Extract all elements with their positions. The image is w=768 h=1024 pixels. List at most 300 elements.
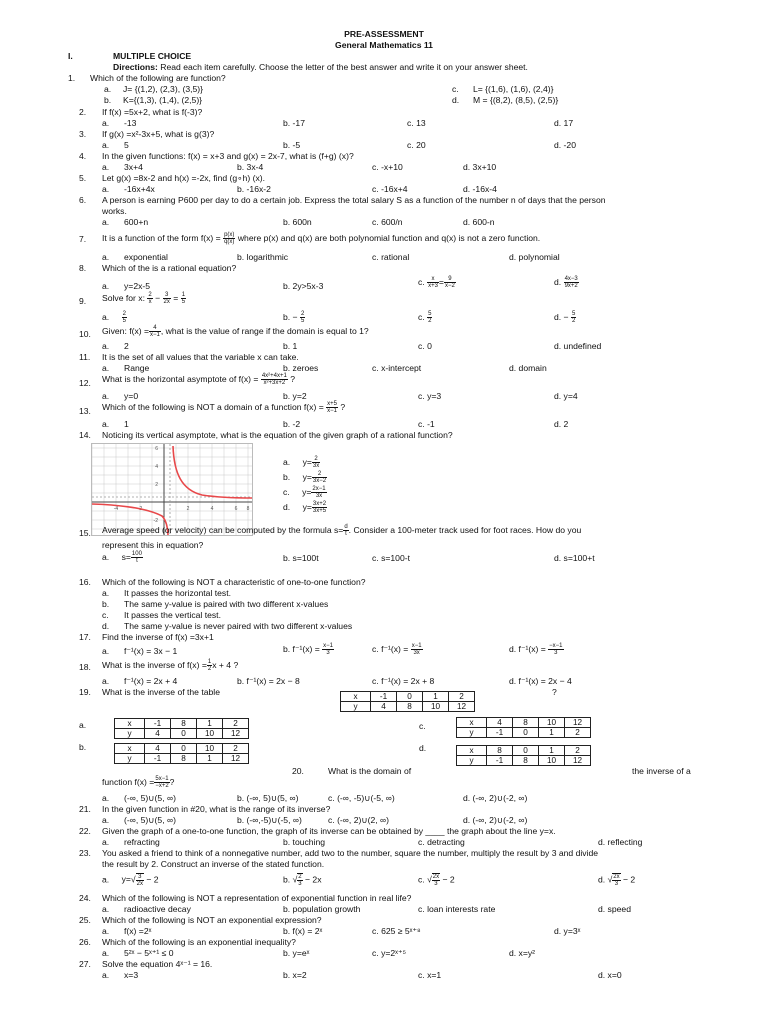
q19-a-table-cell: y <box>115 729 145 739</box>
rational-function-graph <box>91 443 253 536</box>
q9-number: 9. <box>79 296 87 306</box>
q14-b-frac <box>312 471 327 484</box>
q6-text: A person is earning P600 per day to do a certain job. Express the total salary S as a function of the number n of days that the person <box>102 195 606 205</box>
q6-a-letter: a. <box>102 217 110 227</box>
q15-a-prefix: s= <box>121 551 131 562</box>
q8-text: Which of the is a rational equation? <box>102 263 237 273</box>
q26-text: Which of the following is an exponential inequality? <box>102 937 296 947</box>
q22-a-text: refracting <box>124 837 160 847</box>
q14-b-letter: b. <box>283 471 291 482</box>
q19-c-table-cell: x <box>457 718 487 728</box>
q11-number: 11. <box>79 352 91 362</box>
q13-number: 13. <box>79 406 91 416</box>
q19-b-table-cell: 0 <box>171 744 197 754</box>
q4-d: d. 3x+10 <box>463 162 497 172</box>
q15-frac-den: t <box>345 531 347 537</box>
q25-a-text: f(x) =2ˣ <box>124 926 152 936</box>
q19-table-cell: x <box>341 692 371 702</box>
q19-d-table-cell: 10 <box>539 756 565 766</box>
q19-c-table-cell: y <box>457 728 487 738</box>
q19-table-cell: 8 <box>397 702 423 712</box>
q15-text <box>102 524 581 537</box>
q3-a-text: 5 <box>124 140 129 150</box>
y-tick-label: 4 <box>155 464 158 470</box>
q9-a-frac-num: 2 <box>122 311 126 317</box>
q27-number: 27. <box>79 959 91 969</box>
q17-d-prefix: d. f⁻¹(x) = <box>509 643 546 654</box>
q21-a-letter: a. <box>102 815 110 825</box>
x-tick-label: 2 <box>186 506 190 512</box>
q16-text: Which of the following is NOT a characteristic of one-to-one function? <box>102 577 366 587</box>
q13-text-post: ? <box>340 401 346 412</box>
q19-c-letter: c. <box>419 721 426 731</box>
q14-a-prefix: y= <box>302 456 312 467</box>
q13-c: c. -1 <box>418 419 435 429</box>
q21-c: c. (-∞, 2)∪(2, ∞) <box>328 815 390 825</box>
q17-c-frac-den: 3x <box>413 650 420 656</box>
q11-a-text: Range <box>124 363 150 373</box>
q3-c: c. 20 <box>407 140 426 150</box>
q12-a-letter: a. <box>102 391 110 401</box>
q23-a <box>102 873 159 887</box>
x-tick-label: 8 <box>246 506 250 512</box>
q14-b-frac-num: 2 <box>312 471 327 478</box>
q22-text: Given the graph of a one-to-one function, the graph of its inverse can be obtained by ____ the graph about the line y=x. <box>102 826 556 836</box>
q27-c: c. x=1 <box>418 970 442 980</box>
q8-a-letter: a. <box>102 281 110 291</box>
q24-text: Which of the following is NOT a representation of exponential function in real life? <box>102 893 412 903</box>
q3-a-letter: a. <box>102 140 110 150</box>
q17-b-frac <box>322 643 334 656</box>
q7-a-letter: a. <box>102 252 110 262</box>
q23-b-frac-num: 2 <box>298 874 302 880</box>
q20-d: d. (-∞, 2)∪(-2, ∞) <box>463 793 528 803</box>
q22-number: 22. <box>79 826 91 836</box>
q16-c-letter: c. <box>102 610 109 620</box>
q9-frac2 <box>163 292 171 305</box>
q19-b-table-cell: 10 <box>197 744 223 754</box>
q8-c-frac2-den: x−2 <box>444 283 455 289</box>
q20-text-cont-pre: function f(x) = <box>102 776 155 787</box>
q12-number: 12. <box>79 378 91 388</box>
q23-a-letter: a. <box>102 874 110 885</box>
q19-b-table-row <box>115 754 249 764</box>
q25-c: c. 625 ≥ 5ˣ⁺⁸ <box>372 926 421 936</box>
q16-b-letter: b. <box>102 599 110 609</box>
q12-b: b. y=2 <box>283 391 307 401</box>
q19-b-table-cell: 12 <box>223 754 249 764</box>
q14-d-frac-den: 3x+5 <box>312 508 327 514</box>
q26-a-text: 5²ˣ − 5ˣ⁺¹ ≤ 0 <box>124 948 174 958</box>
q10-text <box>102 325 369 338</box>
q16-c-text: It passes the vertical test. <box>124 610 221 620</box>
q23-d <box>598 873 635 887</box>
q16-a-letter: a. <box>102 588 110 598</box>
q9-frac1-num: 2 <box>148 292 152 298</box>
q6-a-text: 600+n <box>124 217 149 227</box>
q25-d: d. y=3ˣ <box>554 926 581 936</box>
q14-d-prefix: y= <box>302 501 312 512</box>
q19-b-table-row <box>115 744 249 754</box>
q13-d: d. 2 <box>554 419 569 429</box>
q19-a-table-cell: 8 <box>171 719 197 729</box>
q10-text-pre: Given: f(x) = <box>102 325 150 336</box>
q5-d: d. -16x-4 <box>463 184 497 194</box>
q2-b: b. -17 <box>283 118 305 128</box>
q18-c: c. f⁻¹(x) = 2x + 8 <box>372 676 435 686</box>
q20-a-letter: a. <box>102 793 110 803</box>
q2-text: If f(x) =5x+2, what is f(-3)? <box>102 107 203 117</box>
q12-text <box>102 373 295 386</box>
q23-b-frac <box>297 873 302 887</box>
q21-d: d. (-∞, 2)∪(-2, ∞) <box>463 815 528 825</box>
q14-d-letter: d. <box>283 501 291 512</box>
q19-table-cell: 0 <box>397 692 423 702</box>
q8-d-letter: d. <box>554 276 562 287</box>
q27-d: d. x=0 <box>598 970 622 980</box>
q19-d-table-cell: 8 <box>487 746 513 756</box>
q4-a-letter: a. <box>102 162 110 172</box>
q18-b: b. f⁻¹(x) = 2x − 8 <box>237 676 300 686</box>
q6-c: c. 600/n <box>372 217 403 227</box>
q10-d: d. undefined <box>554 341 602 351</box>
curve-right-branch <box>173 446 252 498</box>
q15-a-frac <box>131 551 143 564</box>
q19-b-table-cell: 1 <box>197 754 223 764</box>
q20-a-text: (-∞, 5)∪(5, ∞) <box>124 793 176 803</box>
q7-d: d. polynomial <box>509 252 560 262</box>
q23-c-frac <box>432 873 440 887</box>
q15-b: b. s=100t <box>283 553 319 563</box>
q19-d-table-cell: 2 <box>565 746 591 756</box>
q20-number: 20. <box>292 766 304 776</box>
q9-c <box>418 311 432 324</box>
q23-d-sqrt-icon: √ <box>607 874 613 885</box>
axis-tick-labels <box>114 446 250 524</box>
q20-text: What is the domain of <box>328 766 412 776</box>
q2-a-text: -13 <box>124 118 137 128</box>
q15-a-letter: a. <box>102 551 110 562</box>
q9-frac3 <box>181 292 186 305</box>
q19-table-cell: 12 <box>449 702 475 712</box>
q17-c-prefix: c. f⁻¹(x) = <box>372 643 409 654</box>
q23-text-cont: the result by 2. Construct an inverse of the stated function. <box>102 859 325 869</box>
q23-c-letter: c. <box>418 874 425 885</box>
q13-a-text: 1 <box>124 419 129 429</box>
q14-a-frac-num: 2 <box>312 456 320 463</box>
q19-b-table-cell: 2 <box>223 744 249 754</box>
q9-frac1-den: x <box>148 299 152 305</box>
q17-number: 17. <box>79 632 91 642</box>
q4-number: 4. <box>79 151 87 161</box>
section-title: MULTIPLE CHOICE <box>113 51 192 61</box>
q20-frac-den: −x+2 <box>155 783 169 789</box>
q19-d-table-cell: y <box>457 756 487 766</box>
q11-text: It is the set of all values that the variable x can take. <box>102 352 299 362</box>
q15-text-post: . Consider a 100-meter track used for foot races. How do you <box>348 524 582 535</box>
directions-text: Read each item carefully. Choose the letter of the best answer and write it on your answer sheet. <box>160 62 528 72</box>
q15-text-pre: Average speed (or velocity) can be computed by the formula s= <box>102 524 344 535</box>
directions-label: Directions: <box>113 62 158 72</box>
q24-d: d. speed <box>598 904 631 914</box>
q19-table-cell: 2 <box>449 692 475 702</box>
q23-d-frac-num: 2x <box>613 874 620 880</box>
x-tick-label: -2 <box>137 506 143 512</box>
q9-frac1 <box>147 292 152 305</box>
q18-frac-den: 2 <box>207 666 212 672</box>
q12-frac-num: 4x²+4x+1 <box>261 373 287 379</box>
q9-c-frac-den: 2 <box>428 318 432 324</box>
q15-number: 15. <box>79 528 91 538</box>
q19-b-table-cell: 8 <box>171 754 197 764</box>
q20-c: c. (-∞, -5)∪(-5, ∞) <box>328 793 395 803</box>
q8-c-equals: = <box>438 276 444 287</box>
q12-d: d. y=4 <box>554 391 578 401</box>
q18-text <box>102 659 238 672</box>
page-subtitle: General Mathematics 11 <box>335 40 433 50</box>
q10-c: c. 0 <box>418 341 432 351</box>
q19-c-table-row <box>457 718 591 728</box>
q23-b <box>283 873 322 887</box>
q8-number: 8. <box>79 263 87 273</box>
q19-c-table-cell: 8 <box>513 718 539 728</box>
q1-c-letter: c. <box>452 84 459 94</box>
q9-d-letter: d. − <box>554 311 569 322</box>
q11-b: b. zeroes <box>283 363 319 373</box>
q12-text-post: ? <box>290 373 296 384</box>
q9-b-frac-num: 2 <box>300 311 305 317</box>
q13-b: b. -2 <box>283 419 301 429</box>
q19-c-table-cell: 2 <box>565 728 591 738</box>
q23-c <box>418 873 455 887</box>
q23-d-letter: d. <box>598 874 606 885</box>
q17-d <box>509 643 564 656</box>
y-tick-label: -2 <box>153 518 158 524</box>
q17-text: Find the inverse of f(x) =3x+1 <box>102 632 214 642</box>
q4-a-text: 3x+4 <box>124 162 143 172</box>
q1-b-letter: b. <box>104 95 112 105</box>
q19-a-table-cell: x <box>115 719 145 729</box>
q20-fraction <box>154 776 169 789</box>
q6-text-cont: works. <box>102 206 127 216</box>
q19-d-table-cell: 8 <box>513 756 539 766</box>
q27-a-text: x=3 <box>124 970 139 980</box>
q18-number: 18. <box>79 662 91 672</box>
q14-a-letter: a. <box>283 456 291 467</box>
q17-c-frac-num: x−1 <box>411 643 422 649</box>
q9-b-frac-den: 5 <box>300 318 305 324</box>
q11-d: d. domain <box>509 363 547 373</box>
q19-table-cell: 4 <box>371 702 397 712</box>
q17-d-frac-num: −x−1 <box>549 643 563 649</box>
q23-text: You asked a friend to think of a nonnegative number, add two to the number, square the number, multiply the result by 3 and divide <box>102 848 599 858</box>
q22-b: b. touching <box>283 837 326 847</box>
q13-text-pre: Which of the following is NOT a domain of a function f(x) = <box>102 401 324 412</box>
q2-c: c. 13 <box>407 118 426 128</box>
q21-number: 21. <box>79 804 91 814</box>
q5-c: c. -16x+4 <box>372 184 408 194</box>
q19-table-cell: 1 <box>423 692 449 702</box>
q14-b <box>283 471 327 484</box>
q12-c: c. y=3 <box>418 391 442 401</box>
q7-text-post: where p(x) and q(x) are both polynomial function and q(x) is not a zero function. <box>237 232 541 243</box>
q23-d-suffix: − 2 <box>623 874 636 885</box>
q10-number: 10. <box>79 329 91 339</box>
q19-b-table <box>114 743 249 764</box>
q13-frac-den: x−1 <box>327 408 337 414</box>
q17-b-prefix: b. f⁻¹(x) = <box>283 643 320 654</box>
q9-d-frac <box>571 311 576 324</box>
q19-table-cell: -1 <box>371 692 397 702</box>
q7-fraction <box>223 232 235 245</box>
q9-text-label: Solve for x: <box>102 292 145 303</box>
q19-text: What is the inverse of the table <box>102 687 220 697</box>
q25-number: 25. <box>79 915 91 925</box>
q11-a-letter: a. <box>102 363 110 373</box>
graph-grid <box>92 444 252 535</box>
q9-c-frac <box>427 311 432 324</box>
q21-text: In the given function in #20, what is the range of its inverse? <box>102 804 331 814</box>
q18-a-letter: a. <box>102 676 110 686</box>
q7-a-text: exponential <box>124 252 168 262</box>
q9-frac3-num: 1 <box>181 292 186 298</box>
q19-d-table-cell: x <box>457 746 487 756</box>
q17-d-frac-den: 3 <box>554 650 558 656</box>
q14-b-frac-den: 3x−2 <box>312 478 327 484</box>
q7-b: b. logarithmic <box>237 252 289 262</box>
q9-d <box>554 311 576 324</box>
q23-a-frac-num: 3 <box>136 874 144 881</box>
q23-number: 23. <box>79 848 91 858</box>
q19-number: 19. <box>79 687 91 697</box>
q7-text <box>102 232 540 245</box>
q12-a-text: y=0 <box>124 391 139 401</box>
q19-a-table-cell: 4 <box>145 729 171 739</box>
q9-text <box>102 292 186 305</box>
q11-c: c. x-intercept <box>372 363 422 373</box>
q1-number: 1. <box>68 73 76 83</box>
q19-c-table-row <box>457 728 591 738</box>
q16-b-text: The same y-value is paired with two different x-values <box>124 599 329 609</box>
q5-number: 5. <box>79 173 87 183</box>
q20-b: b. (-∞, 5)∪(5, ∞) <box>237 793 299 803</box>
q14-c-letter: c. <box>283 486 290 497</box>
q9-b-letter: b. − <box>283 311 298 322</box>
q14-b-prefix: y= <box>302 471 312 482</box>
q7-number: 7. <box>79 234 87 244</box>
q10-frac-den: x−1 <box>150 332 160 338</box>
q7-text-pre: It is a function of the form f(x) = <box>102 232 221 243</box>
q19-table-row <box>341 702 475 712</box>
q19-b-table-cell: 4 <box>145 744 171 754</box>
q19-d-table-cell: 12 <box>565 756 591 766</box>
q19-c-table-cell: 12 <box>565 718 591 728</box>
q19-a-table-cell: 12 <box>223 729 249 739</box>
q17-b-frac-num: x−1 <box>323 643 334 649</box>
q7-c: c. rational <box>372 252 410 262</box>
q3-d: d. -20 <box>554 140 576 150</box>
q20-text-right: the inverse of a <box>632 766 691 776</box>
q25-a-letter: a. <box>102 926 110 936</box>
x-tick-label: 4 <box>210 506 214 512</box>
q8-d <box>554 276 579 289</box>
q26-d: d. x=y² <box>509 948 536 958</box>
q12-fraction <box>261 373 288 386</box>
q3-b: b. -5 <box>283 140 301 150</box>
q4-text: In the given functions: f(x) = x+3 and g(x) = 2x-7, what is (f+g) (x)? <box>102 151 354 161</box>
q17-b-frac-den: 3 <box>326 650 330 656</box>
q8-d-frac <box>564 276 579 289</box>
q8-b: b. 2y>5x-3 <box>283 281 324 291</box>
q14-c-frac <box>311 486 326 499</box>
q15-a <box>102 551 143 564</box>
q12-text-pre: What is the horizontal asymptote of f(x) = <box>102 373 259 384</box>
q14-a-frac <box>312 456 320 469</box>
q16-d-letter: d. <box>102 621 110 631</box>
section-number: I. <box>68 51 73 61</box>
q8-c-frac2 <box>444 276 456 289</box>
q19-d-table <box>456 745 591 766</box>
q19-d-table-row <box>457 756 591 766</box>
q20-text-cont-post: ? <box>169 776 175 787</box>
q1-a-text: J= {(1,2), (2,3), (3,5)} <box>123 84 204 94</box>
q19-table-row <box>341 692 475 702</box>
q26-number: 26. <box>79 937 91 947</box>
q24-a-letter: a. <box>102 904 110 914</box>
q25-text: Which of the following is NOT an exponential expression? <box>102 915 322 925</box>
q17-b <box>283 643 334 656</box>
q1-d-letter: d. <box>452 95 460 105</box>
y-tick-label: 2 <box>155 482 158 488</box>
q23-a-frac <box>136 873 144 887</box>
q23-c-suffix: − 2 <box>442 874 455 885</box>
q23-b-letter: b. <box>283 874 291 885</box>
q15-a-frac-den: t <box>136 558 138 564</box>
q22-d: d. reflecting <box>598 837 643 847</box>
q18-text-post: x + 4 ? <box>212 659 239 670</box>
q9-a-frac <box>122 311 127 324</box>
q23-c-frac-den: 3 <box>434 881 438 887</box>
q19-a-table-row <box>115 719 249 729</box>
q24-c: c. loan interests rate <box>418 904 496 914</box>
q27-b: b. x=2 <box>283 970 307 980</box>
q14-c-prefix: y= <box>302 486 312 497</box>
q9-a <box>102 311 127 324</box>
q19-b-table-cell: -1 <box>145 754 171 764</box>
q14-d-frac-num: 3x+2 <box>312 501 327 507</box>
q19-a-table-cell: 0 <box>171 729 197 739</box>
q9-b-frac <box>300 311 305 324</box>
q23-a-frac-den: 2x <box>136 881 143 887</box>
x-tick-label: 6 <box>234 506 238 512</box>
graph-svg <box>92 444 252 535</box>
q26-b: b. y=eˣ <box>283 948 310 958</box>
q1-text: Which of the following are function? <box>90 73 226 83</box>
q8-c <box>418 276 456 289</box>
q10-b: b. 1 <box>283 341 298 351</box>
q14-d-frac <box>312 501 327 514</box>
q20-frac-num: 5x−1 <box>155 776 169 782</box>
y-tick-label: 6 <box>155 446 158 452</box>
q19-c-table-cell: -1 <box>487 728 513 738</box>
q23-b-sqrt-icon: √ <box>292 874 298 885</box>
q14-c-frac-num: 2x−1 <box>312 486 326 492</box>
q19-qmark: ? <box>552 687 557 697</box>
q19-d-table-cell: 1 <box>539 746 565 756</box>
q3-number: 3. <box>79 129 87 139</box>
q24-a-text: radioactive decay <box>124 904 191 914</box>
q10-a-text: 2 <box>124 341 129 351</box>
